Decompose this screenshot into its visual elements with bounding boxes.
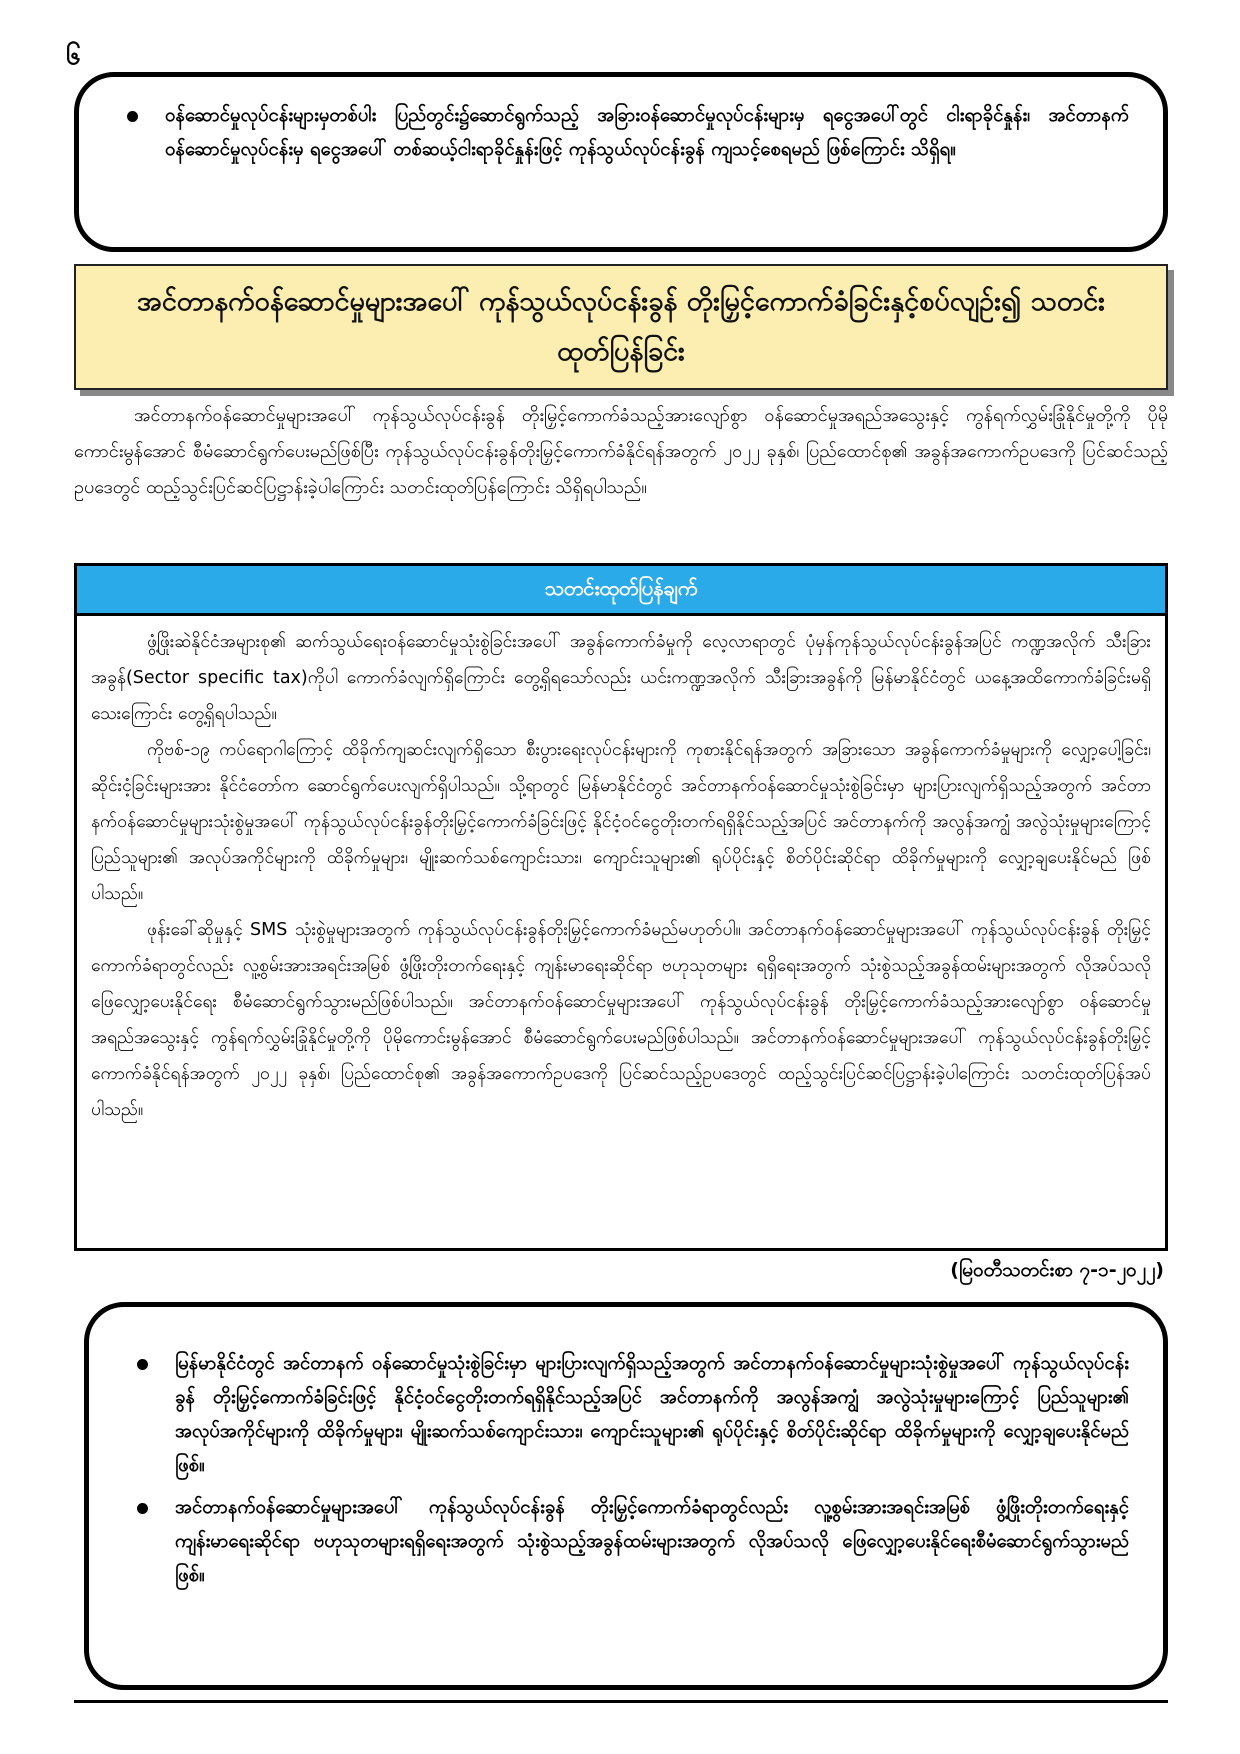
press-release-box xyxy=(74,563,1168,1251)
bullet-item xyxy=(137,1491,1129,1593)
bullet-text: မြန်မာနိုင်ငံတွင် အင်တာနက် ဝန်ဆောင်မှုသုံးစွဲခြင်းမှာ များပြားလျက်ရှိသည့်အတွက် အင်တာနက်ဝန်ဆောင်မှုများသုံးစွဲမှုအပေါ် ကုန်သွယ်လုပ်ငန်းခွန် တိုးမြှင့်ကောက်ခံခြင်းဖြင့် နိုင်ငံ့ဝင်ငွေတိုးတက်ရရှိနိုင်သည့်အပြင် အင်တာနက်ကို အလွန်အကျွံ အလွဲသုံးမှုများကြောင့် ပြည်သူများ၏ အလုပ်အကိုင်များကို ထိခိုက်မှုများ၊ မျိုးဆက်သစ်ကျောင်းသား၊ ကျောင်းသူများ၏ ရုပ်ပိုင်းနှင့် စိတ်ပိုင်းဆိုင်ရာ ထိခိုက်မှုများကို လျှော့ချပေးနိုင်မည်ဖြစ်။ xyxy=(175,1353,1129,1476)
bullet-text: ဝန်ဆောင်မှုလုပ်ငန်းများမှတစ်ပါး ပြည်တွင်း၌ဆောင်ရွက်သည့် အခြားဝန်ဆောင်မှုလုပ်ငန်းများမှ ရငွေအပေါ်တွင် ငါးရာခိုင်နှုန်း၊ အင်တာနက်ဝန်ဆောင်မှုလုပ်ငန်းမှ ရငွေအပေါ် တစ်ဆယ့်ငါးရာခိုင်နှုန်းဖြင့် ကုန်သွယ်လုပ်ငန်းခွန် ကျသင့်စေရမည် ဖြစ်ကြောင်း သိရှိရ။ xyxy=(165,105,1129,160)
source-citation: (မြဝတီသတင်းစာ ၇-၁-၂၀၂၂) xyxy=(950,1259,1164,1281)
press-release-paragraph: ဖွံ့ဖြိုးဆဲနိုင်ငံအများစု၏ ဆက်သွယ်ရေးဝန်ဆောင်မှုသုံးစွဲခြင်းအပေါ် အခွန်ကောက်ခံမှုကို လေ့လာရာတွင် ပုံမှန်ကုန်သွယ်လုပ်ငန်းခွန်အပြင် ကဏ္ဍအလိုက် သီးခြားအခွန်(Sector specific tax)ကိုပါ ကောက်ခံလျက်ရှိကြောင်း တွေ့ရှိရသော်လည်း ယင်းကဏ္ဍအလိုက် သီးခြားအခွန်ကို မြန်မာနိုင်ငံတွင် ယနေ့အထိကောက်ခံခြင်းမရှိသေးကြောင်း တွေ့ရှိရပါသည်။ xyxy=(91,632,1151,724)
bullet-text: အင်တာနက်ဝန်ဆောင်မှုများအပေါ် ကုန်သွယ်လုပ်ငန်းခွန် တိုးမြှင့်ကောက်ခံရာတွင်လည်း လူ့စွမ်းအားအရင်းအမြစ် ဖွံ့ဖြိုးတိုးတက်ရေးနှင့် ကျန်းမာရေးဆိုင်ရာ ဗဟုသုတများရရှိရေးအတွက် သုံးစွဲသည့်အခွန်ထမ်းများအတွက် လိုအပ်သလို ဖြေလျှော့ပေးနိုင်ရေးစီမံဆောင်ရွက်သွားမည်ဖြစ်။ xyxy=(175,1497,1129,1586)
bullet-list xyxy=(127,99,1129,167)
intro-paragraph: အင်တာနက်ဝန်ဆောင်မှုများအပေါ် ကုန်သွယ်လုပ်ငန်းခွန် တိုးမြှင့်ကောက်ခံသည့်အားလျော်စွာ ဝန်ဆောင်မှုအရည်အသွေးနှင့် ကွန်ရက်လွှမ်းခြုံနိုင်မှုတို့ကို ပိုမိုကောင်းမွန်အောင် စီမံဆောင်ရွက်ပေးမည်ဖြစ်ပြီး ကုန်သွယ်လုပ်ငန်းခွန်တိုးမြှင့်ကောက်ခံနိုင်ရန်အတွက် ၂၀၂၂ ခုနှစ်၊ ပြည်ထောင်စု၏ အခွန်အကောက်ဥပဒေကို ပြင်ဆင်သည့်ဥပဒေတွင် ထည့်သွင်းပြင်ဆင်ပြဋ္ဌာန်းခဲ့ပါကြောင်း သတင်းထုတ်ပြန်ကြောင်း သိရှိရပါသည်။ xyxy=(74,405,1168,498)
bullet-icon xyxy=(137,1359,148,1370)
bullet-item xyxy=(127,99,1129,167)
section-title: အင်တာနက်ဝန်ဆောင်မှုများအပေါ် ကုန်သွယ်လုပ်ငန်းခွန် တိုးမြှင့်ကောက်ခံခြင်းနှင့်စပ်လျဉ်း၍ သတင်းထုတ်ပြန်ခြင်း xyxy=(137,286,1105,367)
bullet-item xyxy=(137,1347,1129,1483)
press-release-paragraph: ဖုန်းခေါ်ဆိုမှုနှင့် SMS သုံးစွဲမှုများအတွက် ကုန်သွယ်လုပ်ငန်းခွန်တိုးမြှင့်ကောက်ခံမည်မဟုတ်ပါ။ အင်တာနက်ဝန်ဆောင်မှုများအပေါ် ကုန်သွယ်လုပ်ငန်းခွန် တိုးမြှင့်ကောက်ခံရာတွင်လည်း လူ့စွမ်းအားအရင်းအမြစ် ဖွံ့ဖြိုးတိုးတက်ရေးနှင့် ကျန်းမာရေးဆိုင်ရာ ဗဟုသုတများ ရရှိရေးအတွက် သုံးစွဲသည့်အခွန်ထမ်းများအတွက် လိုအပ်သလို ဖြေလျှော့ပေးနိုင်ရေး စီမံဆောင်ရွက်သွားမည်ဖြစ်ပါသည်။ အင်တာနက်ဝန်ဆောင်မှုများအပေါ် ကုန်သွယ်လုပ်ငန်းခွန် တိုးမြှင့်ကောက်ခံသည့်အားလျော်စွာ ဝန်ဆောင်မှုအရည်အသွေးနှင့် ကွန်ရက်လွှမ်းခြုံနိုင်မှုတို့ကို ပိုမိုကောင်းမွန်အောင် စီမံဆောင်ရွက်ပေးမည်ဖြစ်ပါသည်။ အင်တာနက်ဝန်ဆောင်မှုများအပေါ် ကုန်သွယ်လုပ်ငန်းခွန်တိုးမြှင့်ကောက်ခံနိုင်ရန်အတွက် ၂၀၂၂ ခုနှစ်၊ ပြည်ထောင်စု၏ အခွန်အကောက်ဥပဒေကို ပြင်ဆင်သည့်ဥပဒေတွင် ထည့်သွင်းပြင်ဆင်ပြဋ္ဌာန်းခဲ့ပါကြောင်း သတင်းထုတ်ပြန်အပ်ပါသည်။ xyxy=(91,920,1151,1120)
press-release-paragraph: ကိုဗစ်-၁၉ ကပ်ရောဂါကြောင့် ထိခိုက်ကျဆင်းလျက်ရှိသော စီးပွားရေးလုပ်ငန်းများကို ကုစားနိုင်ရန်အတွက် အခြားသော အခွန်ကောက်ခံမှုများကို လျှော့ပေါ့ခြင်း၊ ဆိုင်းငံ့ခြင်းများအား နိုင်ငံတော်က ဆောင်ရွက်ပေးလျက်ရှိပါသည်။ သို့ရာတွင် မြန်မာနိုင်ငံတွင် အင်တာနက်ဝန်ဆောင်မှုသုံးစွဲခြင်းမှာ များပြားလျက်ရှိသည့်အတွက် အင်တာနက်ဝန်ဆောင်မှုများသုံးစွဲမှုအပေါ် ကုန်သွယ်လုပ်ငန်းခွန်တိုးမြှင့်ကောက်ခံခြင်းဖြင့် နိုင်ငံ့ဝင်ငွေတိုးတက်ရရှိနိုင်သည့်အပြင် အင်တာနက်ကို အလွန်အကျွံ အလွဲသုံးမှုများကြောင့် ပြည်သူများ၏ အလုပ်အကိုင်များကို ထိခိုက်မှုများ၊ မျိုးဆက်သစ်ကျောင်းသား၊ ကျောင်းသူများ၏ ရုပ်ပိုင်းနှင့် စိတ်ပိုင်းဆိုင်ရာ ထိခိုက်မှုများကို လျှော့ချပေးနိုင်မည် ဖြစ်ပါသည်။ xyxy=(91,740,1151,904)
page-number: ၆ xyxy=(66,41,81,71)
bullet-icon xyxy=(137,1503,148,1514)
bullet-list xyxy=(137,1347,1129,1593)
press-release-header: သတင်းထုတ်ပြန်ချက် xyxy=(77,566,1165,616)
summary-box-top xyxy=(74,72,1168,252)
footer-divider xyxy=(74,1700,1168,1703)
bullet-icon xyxy=(127,111,138,122)
summary-box-bottom xyxy=(84,1302,1168,1690)
press-release-body xyxy=(77,616,1165,1128)
section-title-box xyxy=(74,264,1168,390)
